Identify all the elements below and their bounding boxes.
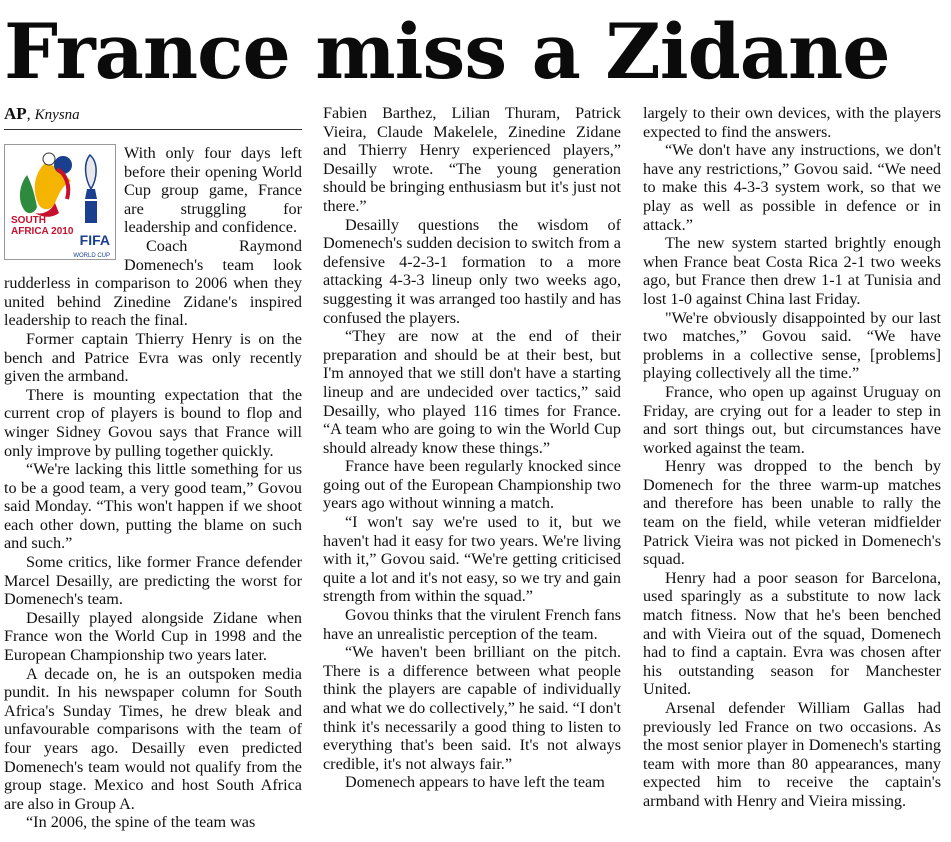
paragraph: Henry had a poor season for Barcelona, used sparingly as a substitute to now lack match fitness. Now that he's been benched and with Vieira out of the squad, Domenech had to find a captain. Evra was chosen after his outstanding season for Manchester United.: [643, 568, 941, 699]
paragraph: The new system started brightly enough when France beat Costa Rica 2-1 two weeks ago, but France then drew 1-1 at Tunisia and lost 1-0 against China last Friday.: [643, 234, 941, 308]
byline-separator: ,: [26, 106, 35, 123]
paragraph: Former captain Thierry Henry is on the bench and Patrice Evra was only recently given the armband.: [4, 329, 302, 386]
paragraph: "We're obviously disappointed by our last two matches,” Govou said. “We have problems in a collective sense, [problems] playing collectively all the time.”: [643, 308, 941, 383]
byline: [4, 104, 302, 130]
article-column-3: [643, 104, 941, 811]
paragraph: Govou thinks that the virulent French fans have an unrealistic perception of the team.: [323, 606, 621, 643]
paragraph: A decade on, he is an outspoken media pundit. In his newspaper column for South Africa's Sunday Times, he drew bleak and unfavourable comparisons with the team of four years ago. Desailly even predicted Domenech's team would not qualify from the group stage. Mexico and host South Africa are also in Group A.: [4, 664, 302, 813]
paragraph: “I won't say we're used to it, but we haven't had it easy for two years. We're living with it,” Govou said. “We're getting criticised quite a lot and it's not easy, so we try and gain strength from within the squad.”: [323, 513, 621, 606]
paragraph: France, who open up against Uruguay on Friday, are crying out for a leader to step in and sort things out, but circumstances have worked against the team.: [643, 382, 941, 457]
paragraph: “In 2006, the spine of the team was: [26, 813, 256, 832]
paragraph: Fabien Barthez, Lilian Thuram, Patrick Vieira, Claude Makelele, Zinedine Zidane and Thierry Henry experienced players,” Desailly wrote. “The young generation should be bringing enthusiasm but it's just not there.”: [323, 104, 621, 215]
article-column-1: [4, 144, 302, 832]
byline-place: Knysna: [34, 107, 80, 123]
paragraph: Henry was dropped to the bench by Domenech for the three warm-up matches and therefore has been unable to rally the team on the field, while veteran midfielder Patrick Vieira was not picked in Domenech's squad.: [643, 457, 941, 569]
paragraph: “They are now at the end of their preparation and should be at their best, but I'm annoyed that we still don't have a starting lineup and are undecided over tactics,” said Desailly, who played 116 times for France. “A team who are going to win the World Cup should already know these things.”: [323, 327, 621, 457]
logo-country-line-2: AFRICA 2010: [11, 226, 74, 237]
paragraph: “We don't have any instructions, we don't have any restrictions,” Govou said. “We need to make this 4-3-3 system work, so that we play as well as possible in defence or in attack.”: [643, 141, 941, 234]
paragraph: “We haven't been brilliant on the pitch. There is a difference between what people think the players are capable of individually and what we do collectively,” he said. “I don't think it's necessarily a good thing to listen to everything that's been said. It's not always credible, it's not always fair.”: [323, 643, 621, 773]
paragraph: largely to their own devices, with the players expected to find the answers.: [643, 104, 941, 141]
logo-country: [11, 215, 73, 237]
paragraph: There is mounting expectation that the current crop of players is bound to flop and winger Sidney Govou says that France will only improve by pulling together quickly.: [4, 385, 302, 460]
logo-subtitle: WORLD CUP: [73, 253, 110, 259]
paragraph: Coach Raymond Domenech's team look rudderless in comparison to 2006 when they united behind Zinedine Zidane's inspired leadership to reach the final.: [4, 236, 302, 330]
paragraph: Desailly played alongside Zidane when France won the World Cup in 1998 and the European Championship two years later.: [4, 608, 302, 665]
byline-agency: AP: [4, 104, 27, 123]
paragraph: Some critics, like former France defender Marcel Desailly, are predicting the worst for Domenech's team.: [4, 553, 302, 609]
paragraph: Domenech appears to have left the team: [345, 773, 605, 792]
logo-brand: FIFA: [79, 232, 110, 248]
paragraph: France have been regularly knocked since going out of the European Championship two years ago without winning a match.: [323, 457, 621, 513]
paragraph: Desailly questions the wisdom of Domenech's sudden decision to switch from a defensive 4-2-3-1 formation to a more attacking 4-3-3 lineup only two weeks ago, suggesting it was arranged too hastily and has confused the players.: [323, 215, 621, 327]
logo-country-line-1: SOUTH: [11, 215, 46, 226]
paragraph: Arsenal defender William Gallas had previously led France on two occasions. As the most senior player in Domenech's starting team with more than 80 appearances, many expected him to receive the captain's armband with Henry and Vieira missing.: [643, 699, 941, 810]
paragraph: “We're lacking this little something for us to be a good team, a very good team,” Govou said Monday. “This won't happen if we shoot each other down, putting the blame on such and such.”: [4, 460, 302, 553]
world-cup-logo: [4, 144, 116, 260]
headline: France miss a Zidane: [4, 7, 890, 96]
paragraph: With only four days left before their opening World Cup group game, France are struggling for leadership and confidence.: [124, 144, 302, 237]
article-column-2: [323, 104, 621, 792]
